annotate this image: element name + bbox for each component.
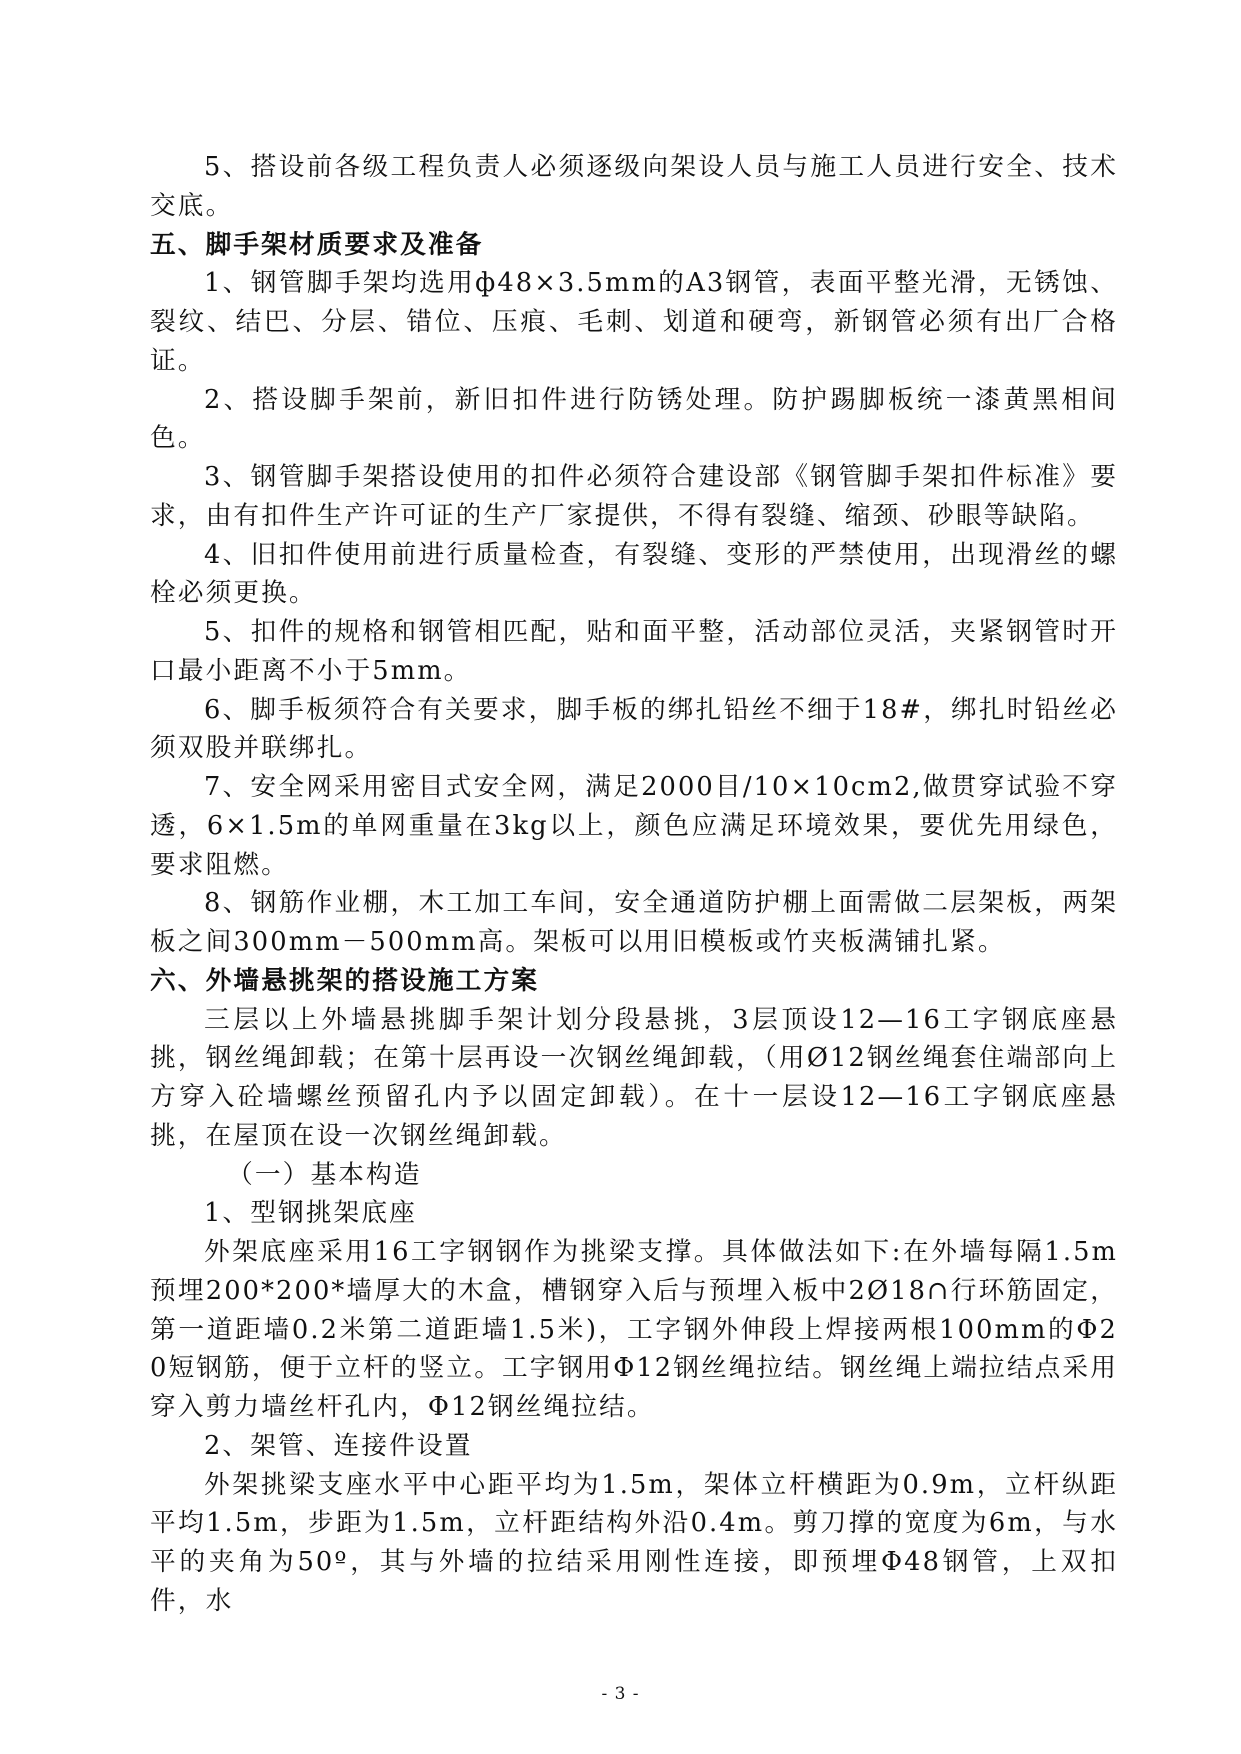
paragraph: 2、搭设脚手架前，新旧扣件进行防锈处理。防护踢脚板统一漆黄黑相间色。 <box>150 384 1118 454</box>
paragraph: 外架底座采用16工字钢钢作为挑梁支撑。具体做法如下:在外墙每隔1.5m预埋200*200*墙厚大的木盒，槽钢穿入后与预埋入板中2Ø18∩行环筋固定，第一道距墙0.2米第二道距墙1.5米)，工字钢外伸段上焊接两根100mm的Φ20短钢筋，便于立杆的竖立。工字钢用Φ12钢丝绳拉结。钢丝绳上端拉结点采用穿入剪力墙丝杆孔内，Φ12钢丝绳拉结。 <box>150 1237 1118 1422</box>
paragraph: 三层以上外墙悬挑脚手架计划分段悬挑，3层顶设12—16工字钢底座悬挑，钢丝绳卸载；在第十层再设一次钢丝绳卸载，（用Ø12钢丝绳套住端部向上方穿入砼墙螺丝预留孔内予以固定卸载）。在十一层设12—16工字钢底座悬挑，在屋顶在设一次钢丝绳卸载。 <box>150 1004 1118 1151</box>
section-heading: 五、脚手架材质要求及准备 <box>150 229 484 260</box>
subsection-heading: （一）基本构造 <box>227 1159 422 1190</box>
paragraph: 8、钢筋作业棚，木工加工车间，安全通道防护棚上面需做二层架板，两架板之间300mm－500mm高。架板可以用旧模板或竹夹板满铺扎紧。 <box>150 888 1118 957</box>
paragraph: 5、扣件的规格和钢管相匹配，贴和面平整，活动部位灵活，夹紧钢管时开口最小距离不小于5mm。 <box>150 617 1118 686</box>
paragraph: 3、钢管脚手架搭设使用的扣件必须符合建设部《钢管脚手架扣件标准》要求，由有扣件生产许可证的生产厂家提供，不得有裂缝、缩颈、砂眼等缺陷。 <box>150 462 1118 531</box>
subsection-item: 1、型钢挑架底座 <box>203 1198 417 1229</box>
paragraph: 1、钢管脚手架均选用ф48×3.5mm的A3钢管，表面平整光滑，无锈蚀、裂纹、结巴、分层、错位、压痕、毛刺、划道和硬弯，新钢管必须有出厂合格证。 <box>150 268 1118 376</box>
section-heading: 六、外墙悬挑架的搭设施工方案 <box>150 965 540 996</box>
paragraph: 4、旧扣件使用前进行质量检查，有裂缝、变形的严禁使用，出现滑丝的螺栓必须更换。 <box>150 539 1118 609</box>
subsection-item: 2、架管、连接件设置 <box>203 1430 473 1461</box>
paragraph: 5、搭设前各级工程负责人必须逐级向架设人员与施工人员进行安全、技术交底。 <box>150 152 1118 221</box>
paragraph: 6、脚手板须符合有关要求，脚手板的绑扎铅丝不细于18#，绑扎时铅丝必须双股并联绑扎。 <box>150 694 1118 764</box>
paragraph: 7、安全网采用密目式安全网，满足2000目/10×10cm2,做贯穿试验不穿透，6×1.5m的单网重量在3kg以上，颜色应满足环境效果，要优先用绿色，要求阻燃。 <box>150 772 1118 880</box>
document-body <box>150 148 1118 1621</box>
page-number: - 3 - <box>601 1684 640 1704</box>
paragraph: 外架挑梁支座水平中心距平均为1.5m，架体立杆横距为0.9m，立杆纵距平均1.5m，步距为1.5m，立杆距结构外沿0.4m。剪刀撑的宽度为6m，与水平的夹角为50º，其与外墙的拉结采用刚性连接，即预埋Φ48钢管，上双扣件，水 <box>150 1469 1118 1616</box>
